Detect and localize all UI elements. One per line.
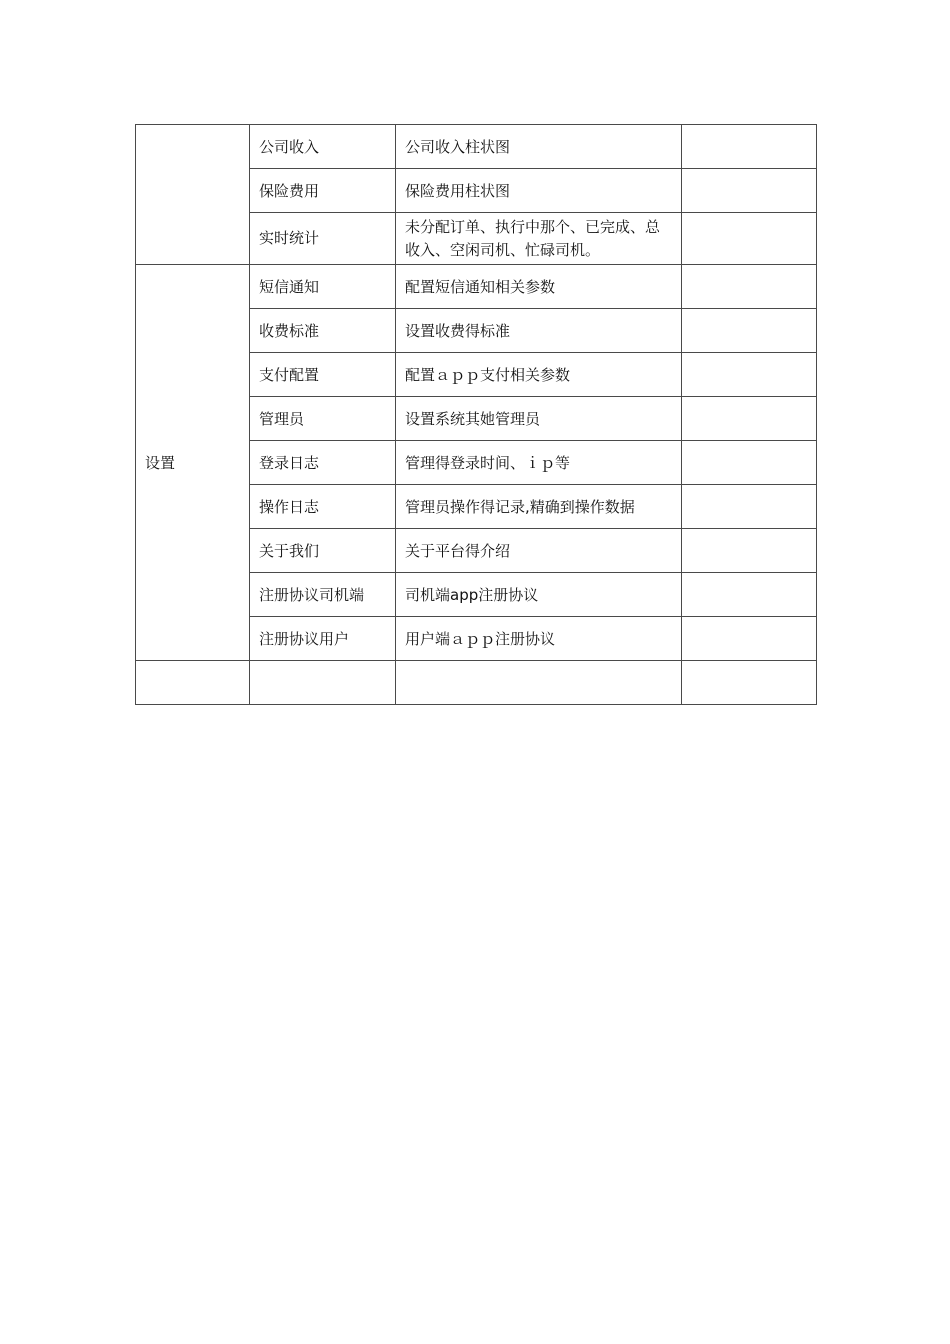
description-cell: 管理得登录时间、ｉｐ等 bbox=[396, 441, 682, 485]
description-cell: 配置短信通知相关参数 bbox=[396, 265, 682, 309]
item-cell: 注册协议用户 bbox=[250, 617, 396, 661]
item-cell bbox=[250, 661, 396, 705]
note-cell bbox=[682, 309, 817, 353]
description-cell: 关于平台得介绍 bbox=[396, 529, 682, 573]
note-cell bbox=[682, 661, 817, 705]
description-cell bbox=[396, 661, 682, 705]
item-cell: 支付配置 bbox=[250, 353, 396, 397]
table-row bbox=[136, 125, 817, 169]
note-cell bbox=[682, 397, 817, 441]
note-cell bbox=[682, 125, 817, 169]
item-cell: 公司收入 bbox=[250, 125, 396, 169]
description-cell: 保险费用柱状图 bbox=[396, 169, 682, 213]
description-cell: 管理员操作得记录,精确到操作数据 bbox=[396, 485, 682, 529]
description-cell: 设置收费得标准 bbox=[396, 309, 682, 353]
note-cell bbox=[682, 169, 817, 213]
note-cell bbox=[682, 441, 817, 485]
item-cell: 收费标准 bbox=[250, 309, 396, 353]
item-cell: 注册协议司机端 bbox=[250, 573, 396, 617]
item-cell: 操作日志 bbox=[250, 485, 396, 529]
item-cell: 管理员 bbox=[250, 397, 396, 441]
item-cell: 关于我们 bbox=[250, 529, 396, 573]
note-cell bbox=[682, 529, 817, 573]
description-cell: 公司收入柱状图 bbox=[396, 125, 682, 169]
note-cell bbox=[682, 485, 817, 529]
feature-spec-table bbox=[135, 124, 817, 705]
group-cell bbox=[136, 125, 250, 265]
item-cell: 登录日志 bbox=[250, 441, 396, 485]
description-cell: 司机端app注册协议 bbox=[396, 573, 682, 617]
description-cell: 设置系统其她管理员 bbox=[396, 397, 682, 441]
table-row-empty bbox=[136, 661, 817, 705]
group-cell bbox=[136, 661, 250, 705]
note-cell bbox=[682, 265, 817, 309]
description-cell: 未分配订单、执行中那个、已完成、总收入、空闲司机、忙碌司机。 bbox=[396, 213, 682, 265]
note-cell bbox=[682, 213, 817, 265]
note-cell bbox=[682, 617, 817, 661]
note-cell bbox=[682, 353, 817, 397]
description-cell: 配置ａｐｐ支付相关参数 bbox=[396, 353, 682, 397]
group-cell-settings: 设置 bbox=[136, 265, 250, 661]
item-cell: 保险费用 bbox=[250, 169, 396, 213]
note-cell bbox=[682, 573, 817, 617]
description-cell: 用户端ａｐｐ注册协议 bbox=[396, 617, 682, 661]
item-cell: 短信通知 bbox=[250, 265, 396, 309]
table-row bbox=[136, 265, 817, 309]
item-cell: 实时统计 bbox=[250, 213, 396, 265]
